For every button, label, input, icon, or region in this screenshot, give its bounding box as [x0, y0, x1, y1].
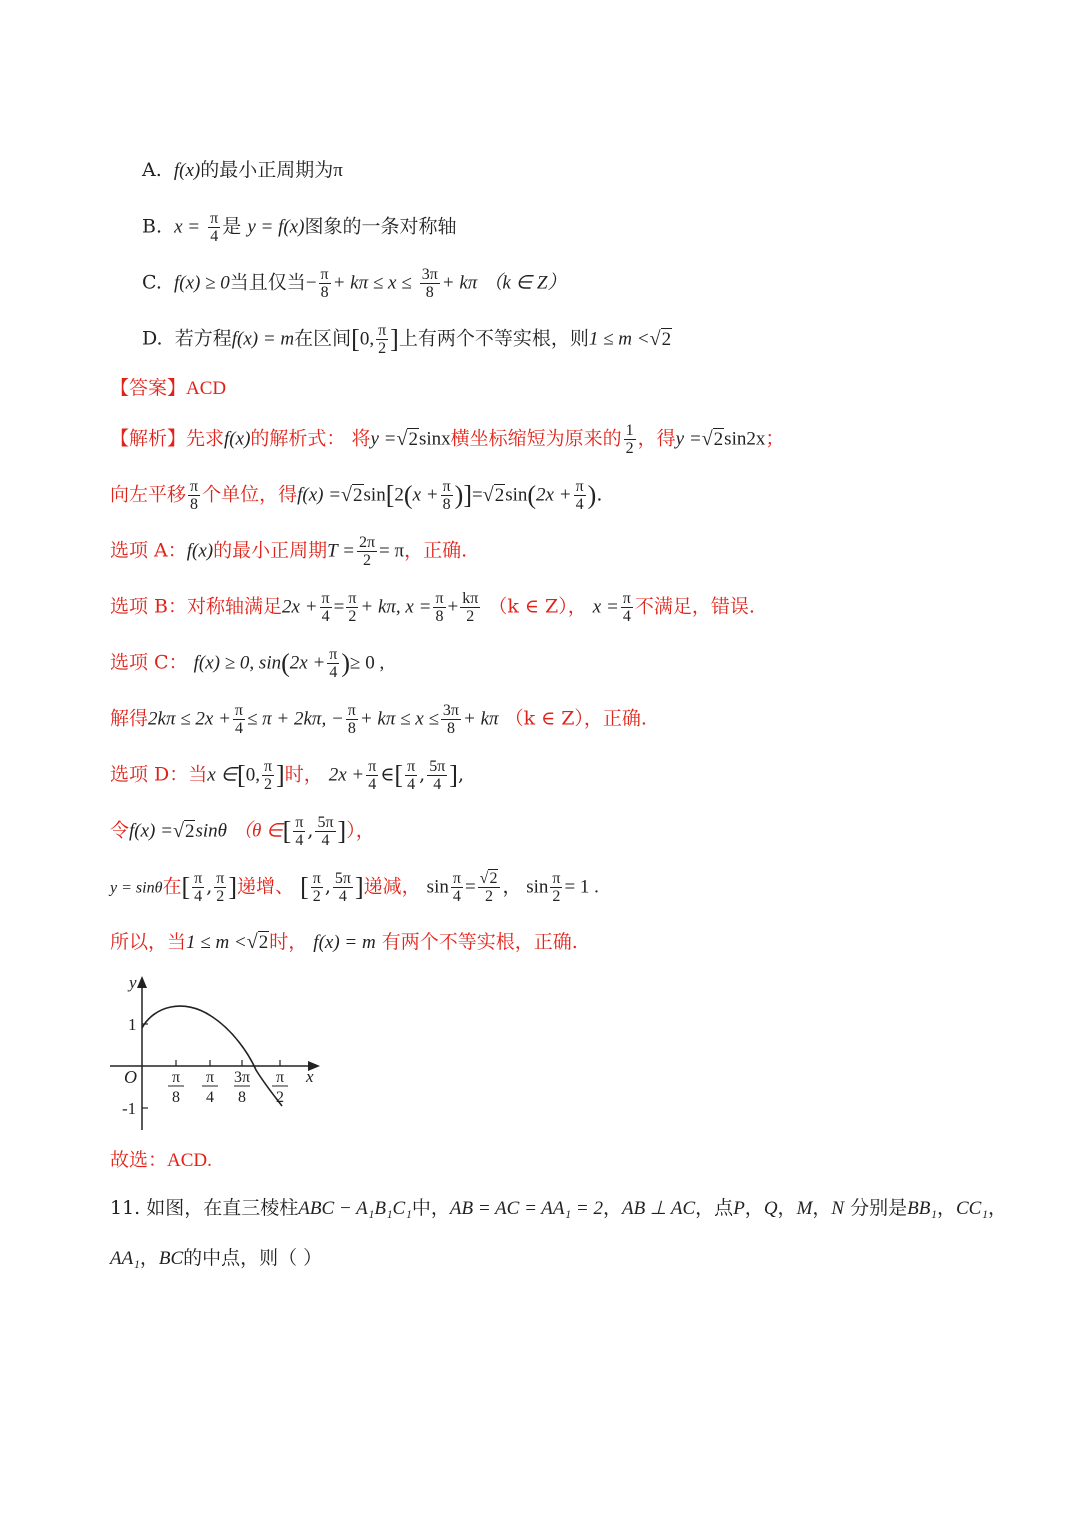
fraction: $\frac{\pi}{8}$ [320, 266, 329, 301]
origin-label: O [124, 1067, 137, 1087]
answer-line: 【答案】ACD [110, 377, 227, 399]
analysis-line-5: 选项 C： f(x) ≥ 0, sin(2x + $\frac{\pi}{4}$ )≥ 0 , [110, 646, 385, 681]
x-tick-numerator: π [171, 1069, 181, 1086]
analysis-line-7: 选项 D：当x ∈[0, $\frac{\pi}{2}$ ]时， 2x + $\frac{\pi}{4}$ ∈[ $\frac{\pi}{4}$ , $\frac{5\pi}{4}$ ], [110, 758, 465, 793]
analysis-line-9: y = sinθ在[ $\frac{\pi}{4}$ , $\frac{\pi}{2}$ ]递增、 [ $\frac{\pi}{2}$ , $\frac{5\pi}{4}$ ]递减， sin $\frac{\pi}{4}$ = $\frac{√2}{2}$ ， sin $\frac{\pi}{2}$ = 1 . [110, 870, 599, 905]
x-tick-denominator: 8 [172, 1089, 180, 1106]
y-axis-arrow [137, 976, 147, 988]
analysis-line-6: 解得2kπ ≤ 2x + $\frac{\pi}{4}$ ≤ π + 2kπ, − $\frac{\pi}{8}$ + kπ ≤ x ≤ $\frac{3\pi}{8}$ + kπ （k ∈ Z），正确. [110, 702, 647, 737]
question-11-line-1: 11. 如图，在直三棱柱ABC − A₁B₁C₁中，AB = AC = AA₁ = 2，AB ⊥ AC，点P，Q，M，N 分别是BB₁，CC₁， [110, 1197, 1007, 1219]
option-b: B. x = $\frac{\pi}{4}$ 是 y = f(x)图象的一条对称轴 [142, 210, 457, 245]
analysis-line-10: 所以，当1 ≤ m <√2时， f(x) = m 有两个不等实根，正确. [110, 931, 578, 953]
analysis-line-1: 【解析】先求f(x)的解析式： 将y =√2sinx横坐标缩短为原来的 $\frac{1}{2}$ ，得y =√2sin2x； [110, 422, 785, 457]
y-tick-neg1: -1 [122, 1099, 137, 1118]
conclusion-line: 故选：ACD. [110, 1149, 212, 1171]
y-tick-1: 1 [128, 1015, 137, 1034]
option-d: D. 若方程f(x) = m在区间[0, $\frac{\pi}{2}$ ]上有两个不等实根，则1 ≤ m <√2 [142, 322, 672, 357]
y-axis-label: y [129, 973, 137, 992]
fraction: $\frac{\pi}{2}$ [378, 322, 387, 357]
analysis-line-3: 选项 A：f(x)的最小正周期T = $\frac{2\pi}{2}$ = π，正确. [110, 534, 468, 569]
x-tick-numerator: 3π [233, 1069, 251, 1086]
sqrt: √2 [649, 327, 672, 350]
x-axis-label: x [306, 1067, 314, 1086]
x-tick-numerator: π [275, 1069, 285, 1086]
x-tick-numerator: π [205, 1069, 215, 1086]
fraction: $\frac{\pi}{4}$ [210, 210, 219, 245]
question-11-line-2: AA₁，BC的中点，则（ ） [110, 1247, 323, 1269]
x-tick-denominator: 8 [238, 1089, 246, 1106]
x-tick-denominator: 4 [206, 1089, 214, 1106]
analysis-line-4: 选项 B：对称轴满足2x + $\frac{\pi}{4}$ = $\frac{\pi}{2}$ + kπ, x = $\frac{\pi}{8}$ + $\frac{k\pi}{2}$ （k ∈ Z）， x = $\frac{\pi}{4}$ 不满足，错误. [110, 590, 755, 625]
option-c: C. f(x) ≥ 0当且仅当− $\frac{\pi}{8}$ + kπ ≤ x ≤ $\frac{3\pi}{8}$ + kπ （k ∈ Z） [142, 266, 567, 301]
fraction: $\frac{3\pi}{8}$ [421, 266, 438, 301]
sine-graph [108, 968, 328, 1138]
analysis-line-8: 令f(x) =√2sinθ （θ ∈[ $\frac{\pi}{4}$ , $\frac{5\pi}{4}$ ]）， [110, 814, 375, 849]
analysis-line-2: 向左平移 $\frac{\pi}{8}$ 个单位，得f(x) =√2sin[2(x + $\frac{\pi}{8}$ )]=√2sin(2x + $\frac{\pi}{4}$ ). [110, 478, 603, 513]
option-a: A. f(x)的最小正周期为π [142, 159, 343, 181]
x-tick-denominator: 2 [276, 1089, 284, 1106]
